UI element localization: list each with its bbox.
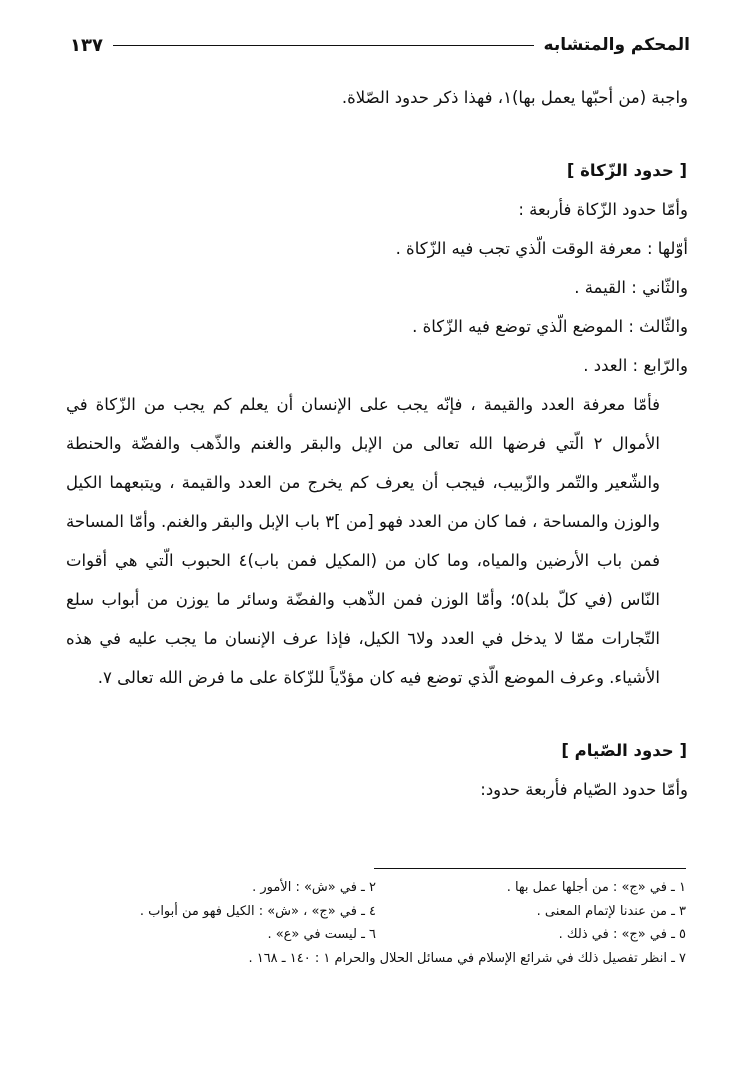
siyam-heading: [ حدود الصّيام ] [561,741,687,760]
zakat-line-5: والرّابع : العدد . [583,356,688,375]
running-title: المحكم والمتشابه [543,35,690,55]
zakat-line-2: أوّلها : معرفة الوقت الّذي تجب فيه الزّكاة . [395,239,688,258]
footnote-5: ٥ ـ في «ج» : في ذلك . [558,927,686,942]
footnote-separator [374,868,686,869]
zakat-paragraph: فأمّا معرفة العدد والقيمة ، فإنّه يجب على الإنسان أن يعلم كم يجب من الزّكاة في الأموال ٢ الّتي فرضها الله تعالى من الإبل والبقر والغنم والذّهب والفضّة والحنطة والشّعير والتّمر والزّبيب، فيجب أن يعرف كم يخرج من العدد والقيمة ، ويتبعهما الكيل والوزن والمساحة ، فما كان من العدد فهو [من ]٣ باب الإبل والبقر والغنم. وأمّا المساحة فمن باب الأرضين والمياه، وما كان من (المكيل فمن باب)٤ الحبوب الّتي هي أقوات النّاس (في كلّ بلد)٥؛ وأمّا الوزن فمن الذّهب والفضّة وسائر ما يوزن من أبواب سلع التّجارات ممّا لا يدخل في العدد ولا٦ الكيل، فإذا عرف الإنسان ما يجب عليه في هذه الأشياء. وعرف الموضع الّذي توضع فيه كان مؤدّياً للزّكاة على ما فرض الله تعالى ٧. [66,395,661,687]
footnote-row [66,876,686,900]
zakat-heading: [ حدود الزّكاة ] [566,161,687,180]
section-gap [66,697,688,731]
footnote-2: ٢ ـ في «ش» : الأمور . [252,880,376,895]
footnote-4: ٤ ـ في «ج» ، «ش» : الكيل فهو من أبواب . [139,903,376,919]
header-rule [113,45,534,46]
main-text [66,78,688,809]
footnote-3: ٣ ـ من عندنا لإتمام المعنى . [536,903,686,919]
siyam-line: وأمّا حدود الصّيام فأربعة حدود: [480,780,688,799]
zakat-line-4: والثّالث : الموضع الّذي توضع فيه الزّكاة . [412,317,688,336]
footnote-6: ٦ ـ ليست في «ع» . [267,927,376,942]
footnote-1: ١ ـ في «ج» : من أجلها عمل بها . [506,880,686,895]
zakat-line-1: وأمّا حدود الزّكاة فأربعة : [518,200,688,219]
section-gap [66,117,688,151]
footnote-row [66,900,686,924]
footnote-row [66,923,686,947]
page-number: ١٣٧ [70,34,103,56]
zakat-line-3: والثّاني : القيمة . [574,278,688,297]
page-header [70,30,690,60]
footnotes [66,876,686,970]
intro-line: واجبة (من أحبّها يعمل بها)١، فهذا ذكر حدود الصّلاة. [341,88,688,107]
footnote-7: ٧ ـ انظر تفصيل ذلك في شرائع الإسلام في مسائل الحلال والحرام ١ : ١٤٠ ـ ١٦٨ . [248,950,686,966]
